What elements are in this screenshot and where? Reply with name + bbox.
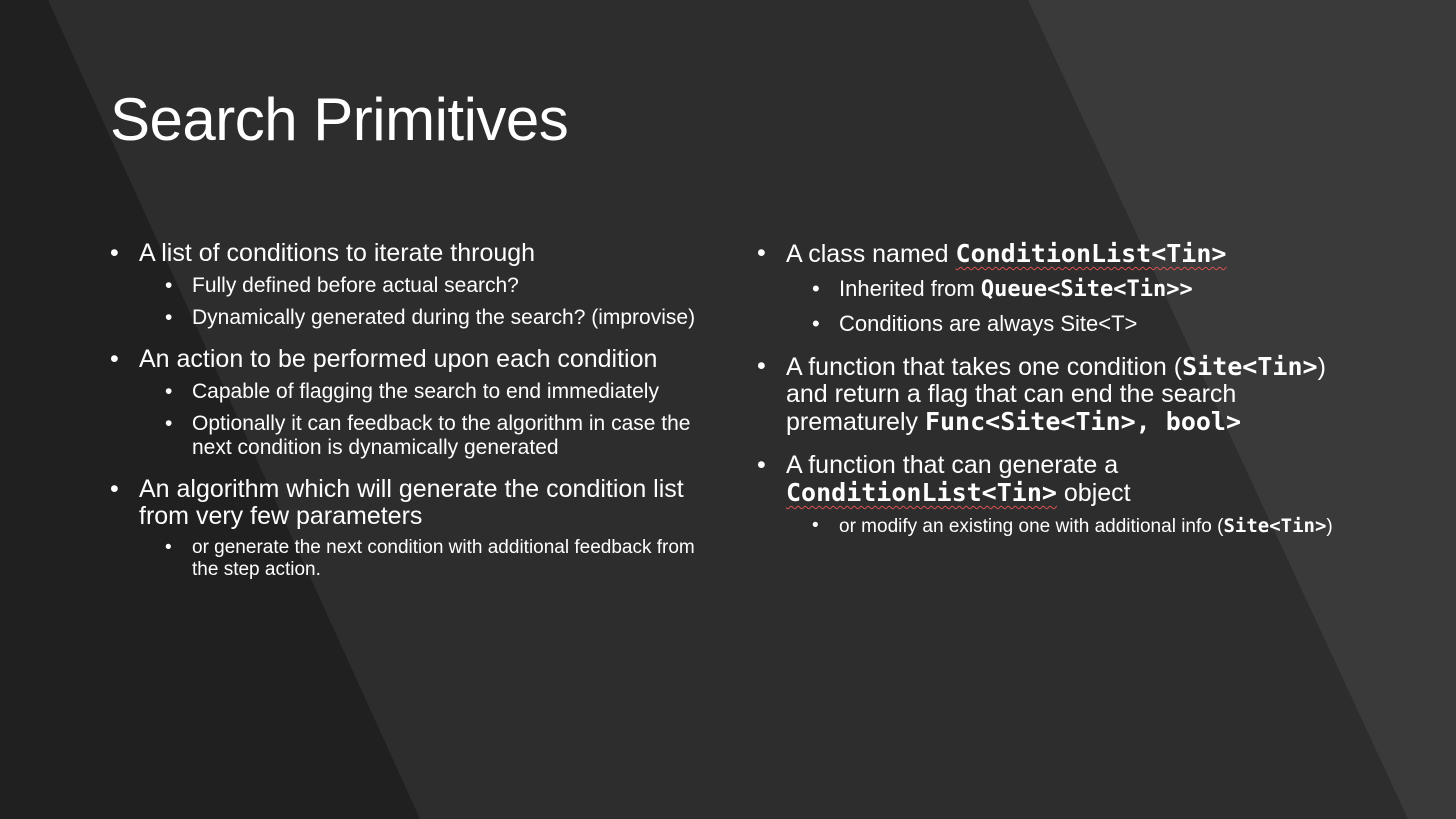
sub-bullet-feedback: • Optionally it can feedback to the algorithm in case the next condition is dynamically generated xyxy=(165,412,710,460)
sub-bullet-inherited xyxy=(812,276,1347,303)
bullet-algorithm: • An algorithm which will generate the condition list from very few parameters xyxy=(110,476,710,530)
sub-bullet-flagging: • Capable of flagging the search to end immediately xyxy=(165,380,710,404)
bullet-condition-list: • A list of conditions to iterate through xyxy=(110,240,710,267)
text: ) and return a flag that can end the search prematurely xyxy=(786,353,1326,436)
text: or modify an existing one with additional info ( xyxy=(839,516,1224,537)
text: A function that takes one condition ( xyxy=(786,353,1183,381)
left-column xyxy=(110,240,710,581)
bullet-function-generate xyxy=(757,452,1347,507)
code-func: Func<Site<Tin>, bool> xyxy=(924,407,1242,436)
sub-bullet-next-condition: • or generate the next condition with additional feedback from the step action. xyxy=(165,537,710,581)
bullet-action: • An action to be performed upon each condition xyxy=(110,346,710,373)
code-conditionlist: ConditionList<Tin> xyxy=(955,239,1227,268)
sub-bullet-modify-existing xyxy=(812,515,1347,538)
right-column xyxy=(757,240,1347,538)
code-queue: Queue<Site<Tin>> xyxy=(980,277,1193,302)
sub-bullet-dynamically-generated: • Dynamically generated during the search? (improvise) xyxy=(165,306,710,330)
slide-title: Search Primitives xyxy=(110,86,569,153)
code-site-tin: Site<Tin> xyxy=(1182,352,1318,381)
bullet-function-condition xyxy=(757,353,1347,436)
sub-bullet-conditions-site: • Conditions are always Site<T> xyxy=(812,311,1347,337)
code-conditionlist-2: ConditionList<Tin> xyxy=(786,478,1057,507)
bullet-class-named xyxy=(757,240,1347,268)
code-site-tin-2: Site<Tin> xyxy=(1223,515,1327,537)
text: Inherited from xyxy=(839,276,981,301)
text: A class named xyxy=(786,240,956,268)
text: A function that can generate a xyxy=(786,451,1119,479)
sub-bullet-fully-defined: • Fully defined before actual search? xyxy=(165,274,710,298)
text: ) xyxy=(1326,516,1333,537)
text: object xyxy=(1056,479,1131,507)
